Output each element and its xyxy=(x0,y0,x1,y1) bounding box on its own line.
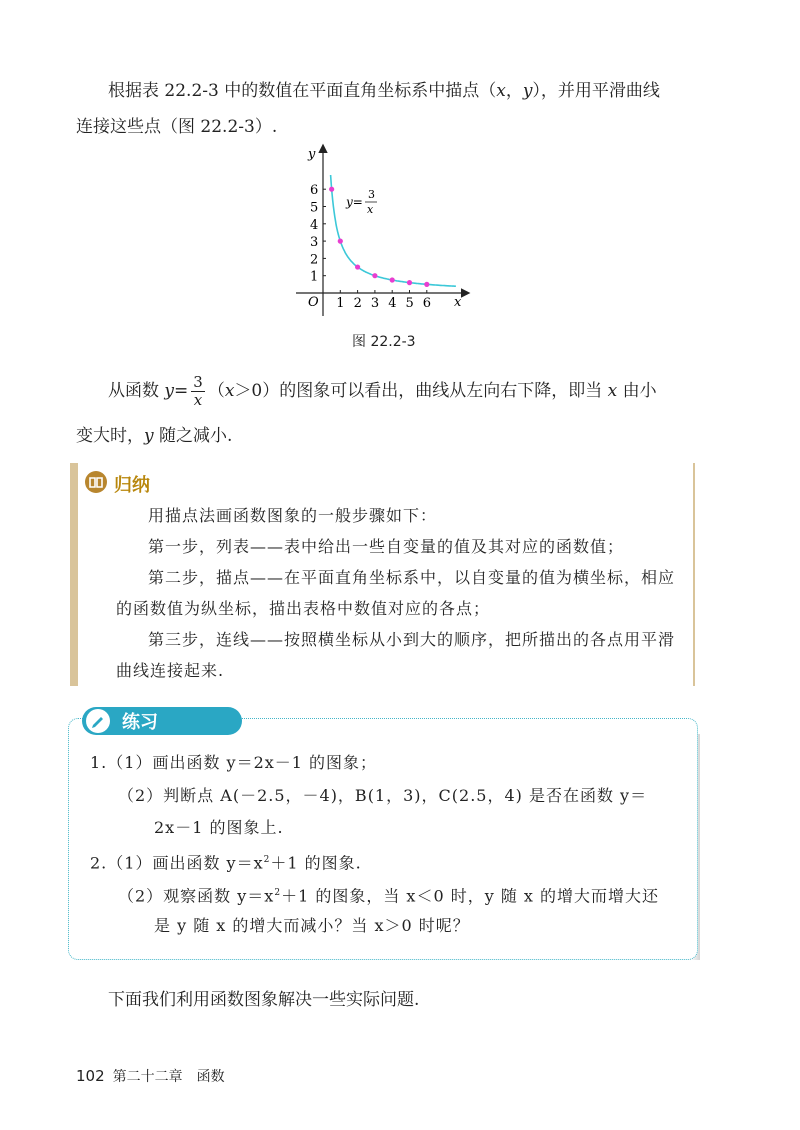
origin-label: O xyxy=(308,295,319,310)
pencil-icon xyxy=(86,709,110,733)
intro-line-2: 连接这些点（图 22.2-3）. xyxy=(76,117,278,137)
svg-text:x: x xyxy=(367,203,374,216)
y-axis-label: y xyxy=(308,147,316,162)
summary-line: 第一步，列表——表中给出一些自变量的值及其对应的函数值； xyxy=(148,537,625,556)
book-icon xyxy=(84,470,108,498)
y-tick-label: 2 xyxy=(310,252,319,268)
conclusion-line-2: 变大时，y 随之减小. xyxy=(76,426,233,446)
exercise-tab: 练习 xyxy=(82,707,242,735)
data-point xyxy=(390,277,395,282)
exercise-q1b: （2）判断点 A(－2.5，－4)，B(1，3)，C(2.5，4) 是否在函数 y＝ xyxy=(118,786,648,805)
chapter-title: 第二十二章 函数 xyxy=(112,1069,225,1085)
page-footer xyxy=(76,1066,225,1086)
x-tick-label: 2 xyxy=(353,296,362,311)
x-tick-label: 1 xyxy=(336,296,345,311)
data-point xyxy=(424,282,429,287)
summary-box xyxy=(70,463,695,686)
exercise-box xyxy=(60,704,700,962)
conclusion-line-1: 从函数 y= $\frac{3}{x}$ （x＞0）的图象可以看出，曲线从左向右下降，即当 x 由小 xyxy=(108,373,657,409)
exercise-q2b: （2）观察函数 $y=x^2+1$ 的图象，当 x＜0 时，y 随 x 的增大而增大还 xyxy=(118,886,660,906)
intro-line-1: 根据表 22.2-3 中的数值在平面直角坐标系中描点（x，y），并用平滑曲线 xyxy=(108,81,660,101)
x-tick-label: 3 xyxy=(370,296,380,311)
page-number: 102 xyxy=(76,1067,105,1085)
curve xyxy=(331,175,456,286)
closing-sentence: 下面我们利用函数图象解决一些实际问题. xyxy=(108,990,420,1010)
x-tick-label: 4 xyxy=(388,296,397,311)
data-point xyxy=(372,273,377,278)
exercise-q1a: 1.（1）画出函数 y＝2x－1 的图象； xyxy=(90,753,378,772)
figure-caption: 图 22.2-3 xyxy=(352,334,416,350)
exercise-q2a: 2.（1）画出函数 $y=x^2+1$ 的图象. xyxy=(90,853,362,873)
x-tick-label: 5 xyxy=(405,296,414,311)
summary-body xyxy=(116,500,686,686)
y-tick-label: 3 xyxy=(310,235,319,251)
exercise-q2c: 是 y 随 x 的增大而减小？当 x＞0 时呢？ xyxy=(154,916,470,935)
function-graph xyxy=(290,140,480,320)
summary-line: 用描点法画函数图象的一般步骤如下： xyxy=(148,506,438,525)
summary-line: 第二步，描点——在平面直角坐标系中，以自变量的值为横坐标，相应的函数值为纵坐标，描出表格中数值对应的各点； xyxy=(116,568,676,618)
exercise-q1c: 2x－1 的图象上. xyxy=(154,818,284,837)
fraction: $\frac{3}{x}$ xyxy=(193,373,203,409)
summary-title: 归纳 xyxy=(84,469,150,499)
data-point xyxy=(407,280,412,285)
x-axis-label: x xyxy=(454,295,462,310)
y-tick-label: 1 xyxy=(310,269,319,285)
summary-line: 第三步，连线——按照横坐标从小到大的顺序，把所描出的各点用平滑曲线连接起来. xyxy=(116,630,676,680)
equation-label xyxy=(345,188,377,216)
svg-text:3: 3 xyxy=(368,188,375,201)
y-tick-label: 4 xyxy=(310,217,319,233)
data-point xyxy=(338,239,343,244)
svg-text:y=: y= xyxy=(346,195,363,209)
y-tick-label: 6 xyxy=(310,183,319,199)
y-tick-label: 5 xyxy=(310,200,319,216)
x-tick-label: 6 xyxy=(422,296,432,311)
data-point xyxy=(329,187,334,192)
data-point xyxy=(355,264,360,269)
